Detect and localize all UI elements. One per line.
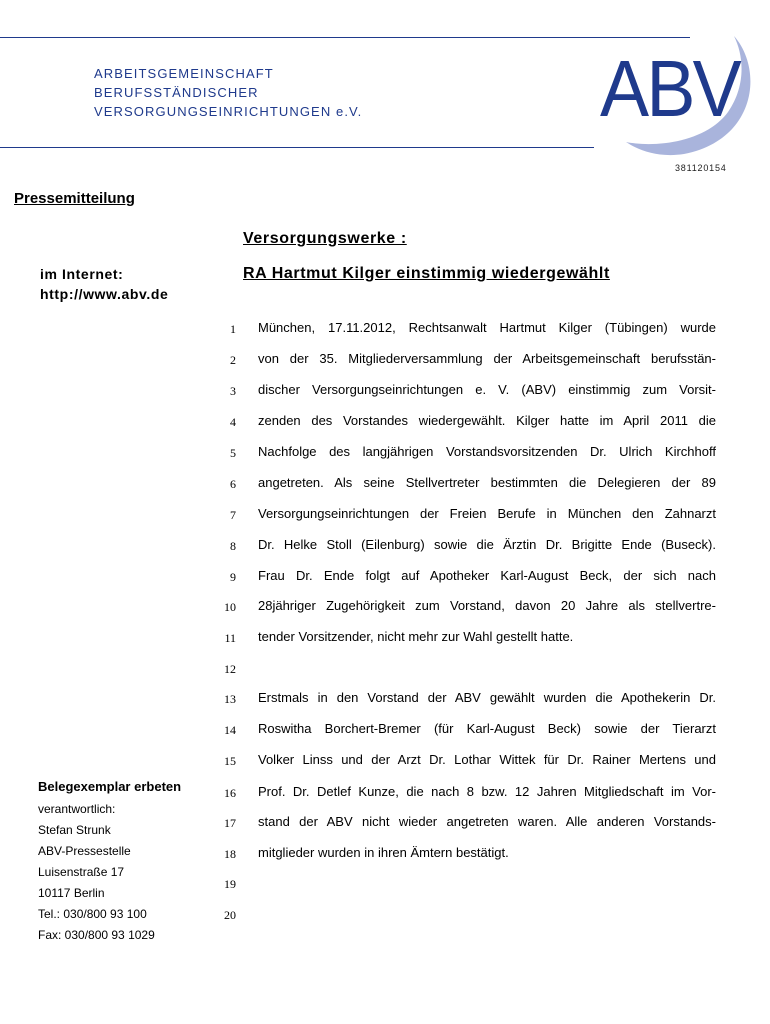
line-number: 4 xyxy=(230,415,236,429)
document-number: 381120154 xyxy=(675,163,727,173)
header-bottom-rule xyxy=(0,147,594,148)
body-line: mitglieder wurden in ihren Ämtern bestätigt. xyxy=(258,845,509,860)
line-number: 1 xyxy=(230,322,236,336)
line-number: 3 xyxy=(230,384,236,398)
headline-line-1: Versorgungswerke : xyxy=(243,230,407,247)
headline-line-2: RA Hartmut Kilger einstimmig wiedergewählt xyxy=(243,265,610,282)
org-name-line-2: BERUFSSTÄNDISCHER xyxy=(94,85,259,100)
sidebar-line: ABV-Pressestelle xyxy=(38,844,131,858)
org-name-line-1: ARBEITSGEMEINSCHAFT xyxy=(94,66,274,81)
body-line: Frau Dr. Ende folgt auf Apotheker Karl-August Beck, der sich nach xyxy=(258,568,716,583)
body-line: 28jähriger Zugehörigkeit zum Vorstand, davon 20 Jahre als stellvertre- xyxy=(258,598,716,613)
sidebar-line: verantwortlich: xyxy=(38,802,116,816)
body-line: von der 35. Mitgliederversammlung der Arbeitsgemeinschaft berufsstän- xyxy=(258,351,716,366)
line-number: 13 xyxy=(224,692,236,706)
line-number: 6 xyxy=(230,477,236,491)
line-number: 15 xyxy=(224,754,236,768)
body-line: discher Versorgungseinrichtungen e. V. (ABV) einstimmig zum Vorsit- xyxy=(258,382,716,397)
abv-logo-text: ABV xyxy=(600,44,739,133)
body-line: Prof. Dr. Detlef Kunze, die nach 8 bzw. 12 Jahren Mitgliedschaft im Vor- xyxy=(258,784,716,799)
line-number: 14 xyxy=(224,723,236,737)
body-line: zenden des Vorstandes wiedergewählt. Kilger hatte im April 2011 die xyxy=(258,413,716,428)
line-number: 5 xyxy=(230,446,236,460)
sidebar-heading: Belegexemplar erbeten xyxy=(38,779,182,794)
body-line: München, 17.11.2012, Rechtsanwalt Hartmut Kilger (Tübingen) wurde xyxy=(258,320,716,335)
line-number: 16 xyxy=(224,786,236,800)
org-name-line-3: VERSORGUNGSEINRICHTUNGEN e.V. xyxy=(94,104,363,119)
body-line: Roswitha Borchert-Bremer (für Karl-August Beck) sowie der Tierarzt xyxy=(258,721,716,736)
internet-label: im Internet: xyxy=(40,266,124,282)
line-number: 10 xyxy=(224,600,236,614)
sidebar-line: Fax: 030/800 93 1029 xyxy=(38,928,155,942)
header-top-rule xyxy=(0,37,690,38)
line-number: 18 xyxy=(224,847,236,861)
line-number: 19 xyxy=(224,877,236,891)
sidebar-line: Stefan Strunk xyxy=(38,823,111,837)
internet-url[interactable]: http://www.abv.de xyxy=(40,286,169,302)
abv-logo xyxy=(596,30,756,160)
line-number: 2 xyxy=(230,353,236,367)
body-line: Dr. Helke Stoll (Eilenburg) sowie die Ärztin Dr. Brigitte Ende (Buseck). xyxy=(258,537,716,552)
body-line: Volker Linss und der Arzt Dr. Lothar Wittek für Dr. Rainer Mertens und xyxy=(258,752,716,767)
line-number: 20 xyxy=(224,908,236,922)
body-line: angetreten. Als seine Stellvertreter bestimmten die Delegieren der 89 xyxy=(258,475,716,490)
body-line: tender Vorsitzender, nicht mehr zur Wahl gestellt hatte. xyxy=(258,629,574,644)
sidebar-line: Luisenstraße 17 xyxy=(38,865,125,879)
sidebar-line: 10117 Berlin xyxy=(38,886,105,900)
line-number: 8 xyxy=(230,539,236,553)
line-number: 9 xyxy=(230,570,236,584)
line-number: 12 xyxy=(224,662,236,676)
sidebar-line: Tel.: 030/800 93 100 xyxy=(38,907,147,921)
body-line: Nachfolge des langjährigen Vorstandsvorsitzenden Dr. Ulrich Kirchhoff xyxy=(258,444,716,459)
body-line: stand der ABV nicht wieder angetreten waren. Alle anderen Vorstands- xyxy=(258,814,716,829)
line-number: 17 xyxy=(224,816,236,830)
body-line: Versorgungseinrichtungen der Freien Berufe in München den Zahnarzt xyxy=(258,506,716,521)
body-line: Erstmals in den Vorstand der ABV gewählt wurden die Apothekerin Dr. xyxy=(258,690,716,705)
press-release-title: Pressemitteilung xyxy=(14,190,135,207)
line-number: 11 xyxy=(224,631,236,645)
line-number: 7 xyxy=(230,508,236,522)
